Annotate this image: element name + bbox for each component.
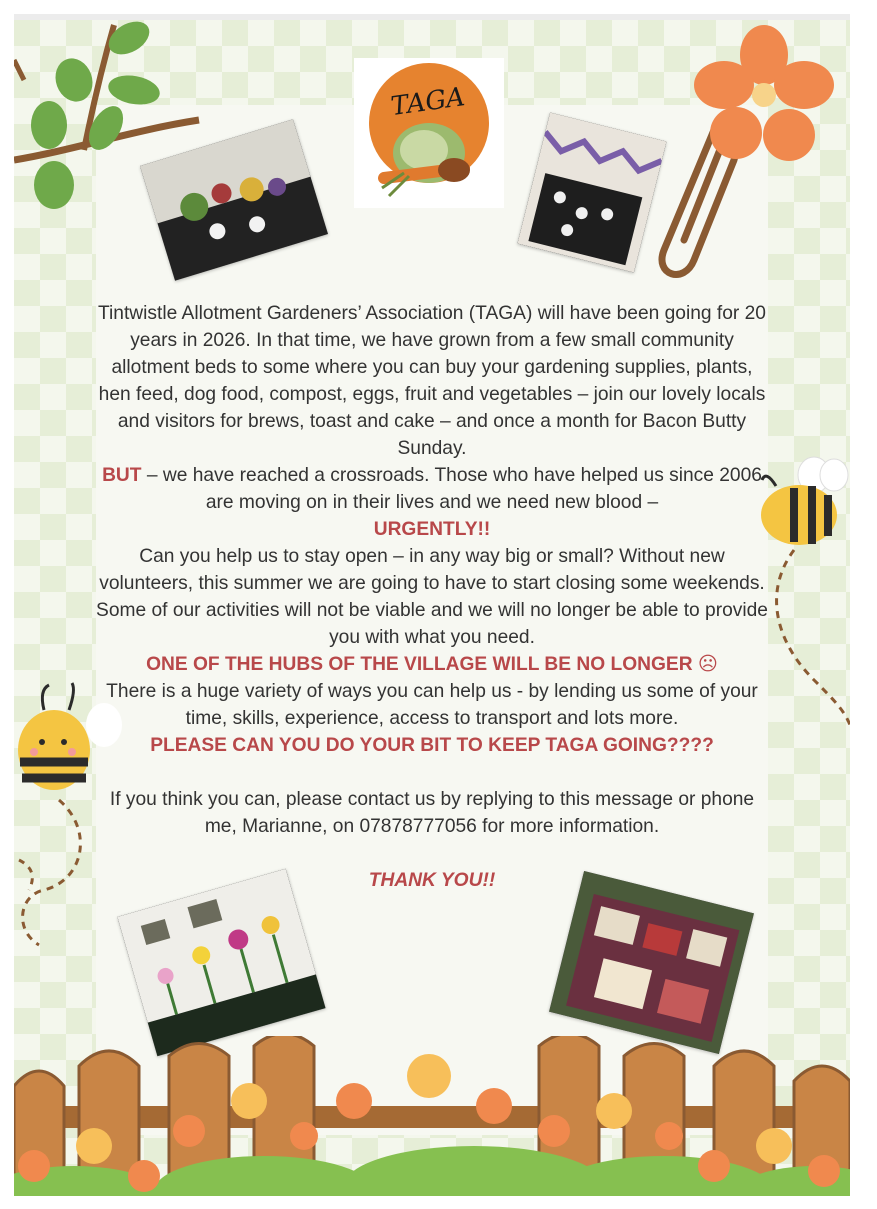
orange-flower-icon: [694, 25, 834, 165]
hubs-heading: ONE OF THE HUBS OF THE VILLAGE WILL BE NO LONGER ☹: [146, 654, 718, 675]
spacer-2: [96, 840, 768, 867]
variety-paragraph: There is a huge variety of ways you can help us - by lending us some of your time, skills, experience, access to transport and lots more.: [106, 681, 758, 729]
contact-paragraph: If you think you can, please contact us by replying to this message or phone me, Marianne, on 07878777056 for more information.: [109, 789, 755, 837]
but-paragraph: [96, 462, 768, 516]
letter-body: [96, 300, 768, 894]
but-word: BUT: [102, 465, 142, 486]
thank-you-text: THANK YOU!!: [368, 870, 496, 891]
logo-text: TAGA: [389, 82, 467, 123]
fence-flowers-decoration: [14, 1036, 850, 1196]
spacer: [96, 759, 768, 786]
intro-paragraph: Tintwistle Allotment Gardeners’ Association (TAGA) will have been going for 20 years in 2026. In that time, we have grown from a few small community allotment beds to some where you can buy your gardening supplies, plants, hen feed, dog food, compost, eggs, fruit and vegetables – join our lovely locals and visitors for brews, toast and cake – and once a month for Bacon Butty Sunday.: [98, 303, 766, 459]
bee-icon-right: [754, 450, 850, 730]
taga-logo: [354, 58, 504, 208]
please-heading: PLEASE CAN YOU DO YOUR BIT TO KEEP TAGA GOING????: [150, 735, 714, 756]
but-text: – we have reached a crossroads. Those who have helped us since 2006 are moving on in their lives and we need new blood –: [141, 465, 762, 513]
help-paragraph: Can you help us to stay open – in any way big or small? Without new volunteers, this summer we are going to have to start closing some weekends. Some of our activities will not be viable and we will no longer be able to provide you with what you need.: [96, 546, 768, 648]
poster: [14, 20, 850, 1196]
urgently-heading: URGENTLY!!: [373, 519, 491, 540]
